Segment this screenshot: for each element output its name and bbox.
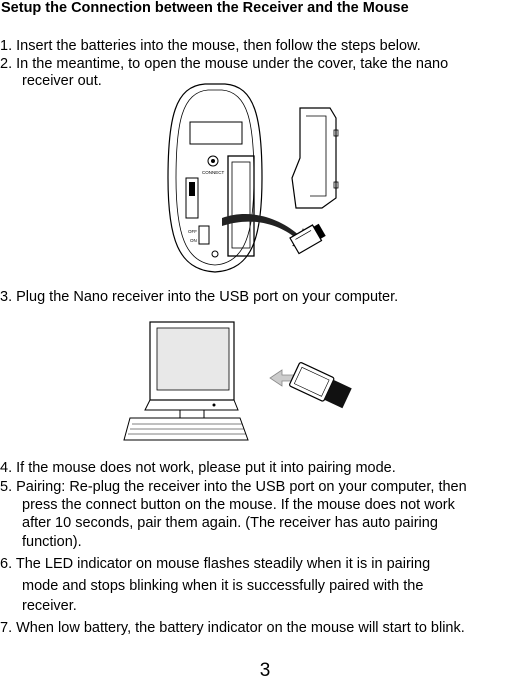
- step-5-line-1: 5. Pairing: Re-plug the receiver into the USB port on your computer, then: [0, 479, 467, 495]
- nano-receiver-icon: [290, 222, 327, 254]
- step-6-line-3: receiver.: [22, 598, 77, 614]
- step-6-line-2: mode and stops blinking when it is successfully paired with the: [22, 578, 424, 594]
- step-6-line-1: 6. The LED indicator on mouse flashes steadily when it is in pairing: [0, 556, 431, 572]
- step-5-line-4: function).: [22, 534, 82, 550]
- connect-label: CONNECT: [202, 170, 225, 175]
- page-number: 3: [259, 660, 271, 681]
- step-2-line-1: 2. In the meantime, to open the mouse under the cover, take the nano: [0, 56, 449, 72]
- off-label: OFF: [188, 229, 197, 234]
- computer-illustration: [0, 318, 530, 448]
- step-5-line-3: after 10 seconds, pair them again. (The receiver has auto pairing: [22, 515, 438, 531]
- usb-receiver-icon: [289, 362, 353, 410]
- mouse-underside-illustration: [0, 78, 530, 278]
- section-heading: Setup the Connection between the Receiver and the Mouse: [1, 0, 409, 16]
- step-3: 3. Plug the Nano receiver into the USB port on your computer.: [0, 289, 399, 305]
- on-label: ON: [190, 238, 197, 243]
- mouse-body-outline: [168, 84, 262, 272]
- step-5-line-2: press the connect button on the mouse. If the mouse does not work: [22, 497, 455, 513]
- step-7: 7. When low battery, the battery indicator on the mouse will start to blink.: [0, 620, 465, 636]
- battery-cover: [292, 108, 336, 208]
- step-4: 4. If the mouse does not work, please put it into pairing mode.: [0, 460, 396, 476]
- step-1: 1. Insert the batteries into the mouse, then follow the steps below.: [0, 38, 421, 54]
- step-2-line-2: receiver out.: [22, 73, 102, 89]
